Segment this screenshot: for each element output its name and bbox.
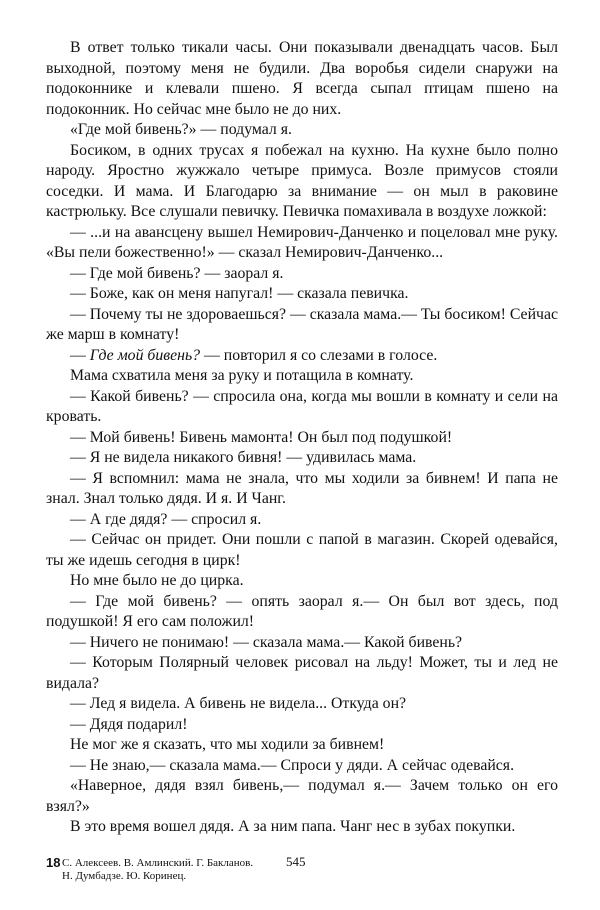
paragraph: — Почему ты не здороваешься? — сказала мама.— Ты босиком! Сейчас же марш в комнату! <box>46 305 558 343</box>
paragraph: — Дядя подарил! <box>70 715 188 733</box>
dash: — <box>70 346 90 364</box>
paragraph: — Какой бивень? — спросила она, когда мы вошли в комнату и сели на кровать. <box>46 387 558 425</box>
main-text <box>46 38 558 838</box>
paragraph: — Где мой бивень? — опять заорал я.— Он был вот здесь, под подушкой! Я его сам положил! <box>46 592 558 630</box>
paragraph: — Где мой бивень? — заорал я. <box>70 264 284 282</box>
paragraph: Не мог же я сказать, что мы ходили за бивнем! <box>70 736 385 753</box>
paragraph: — ...и на авансцену вышел Немирович-Данченко и поцеловал мне руку. «Вы пели божественно!» — сказал Немирович-Данченко... <box>46 223 558 261</box>
authors-line: Н. Думбадзе. Ю. Коринец. <box>62 870 187 882</box>
paragraph: Но мне было не до цирка. <box>70 572 244 589</box>
paragraph: — Я вспомнил: мама не знала, что мы ходили за бивнем! И папа не знал. Знал только дядя. И я. И Чанг. <box>46 469 558 507</box>
paragraph: В это время вошел дядя. А за ним папа. Чанг нес в зубах покупки. <box>70 818 516 835</box>
authors-line: С. Алексеев. В. Амлинский. Г. Бакланов. <box>62 857 254 869</box>
page-number: 545 <box>286 854 306 869</box>
line-rest: — повторил я со слезами в голосе. <box>200 346 438 364</box>
paragraph: — Сейчас он придет. Они пошли с папой в магазин. Скорей одевайся, ты же идешь сегодня в цирк! <box>46 531 558 569</box>
paragraph: «Наверное, дядя взял бивень,— подумал я.— Зачем только он его взял?» <box>46 777 558 815</box>
paragraph: Мама схватила меня за руку и потащила в комнату. <box>70 367 414 384</box>
paragraph: — Не знаю,— сказала мама.— Спроси у дяди. А сейчас одевайся. <box>70 756 515 774</box>
paragraph: — А где дядя? — спросил я. <box>70 510 262 528</box>
paragraph: Босиком, в одних трусах я побежал на кухню. На кухне было полно народу. Яростно жужжало четыре примуса. Возле примусов стояли соседки. И мама. И Благодарю за внимание — он мыл в раковине кастрюльку. Все слушали певичку. Певичка помахивала в воздухе ложкой: <box>46 141 558 220</box>
paragraph-italic-line <box>46 346 558 367</box>
paragraph: — Которым Полярный человек рисовал на льду! Может, ты и лед не видала? <box>46 654 558 692</box>
paragraph: — Боже, как он меня напугал! — сказала певичка. <box>70 285 409 302</box>
authors-credit <box>62 857 253 883</box>
paragraph: — Мой бивень! Бивень мамонта! Он был под подушкой! <box>70 428 453 446</box>
paragraph: «Где мой бивень?» — подумал я. <box>70 121 292 138</box>
paragraph: В ответ только тикали часы. Они показывали двенадцать часов. Был выходной, поэтому меня не будили. Два воробья сидели снаружи на подоконнике и клевали пшено. Я всегда сыпал птицам пшено на подоконник. Но сейчас мне было не до них. <box>46 39 558 118</box>
paragraph: — Я не видела никакого бивня! — удивилась мама. <box>70 449 417 466</box>
paragraph: — Лед я видела. А бивень не видела... Откуда он? <box>70 695 407 712</box>
italic-phrase: Где мой бивень? <box>89 346 201 364</box>
paragraph: — Ничего не понимаю! — сказала мама.— Какой бивень? <box>70 633 463 651</box>
signature-mark: 18 <box>46 855 61 870</box>
